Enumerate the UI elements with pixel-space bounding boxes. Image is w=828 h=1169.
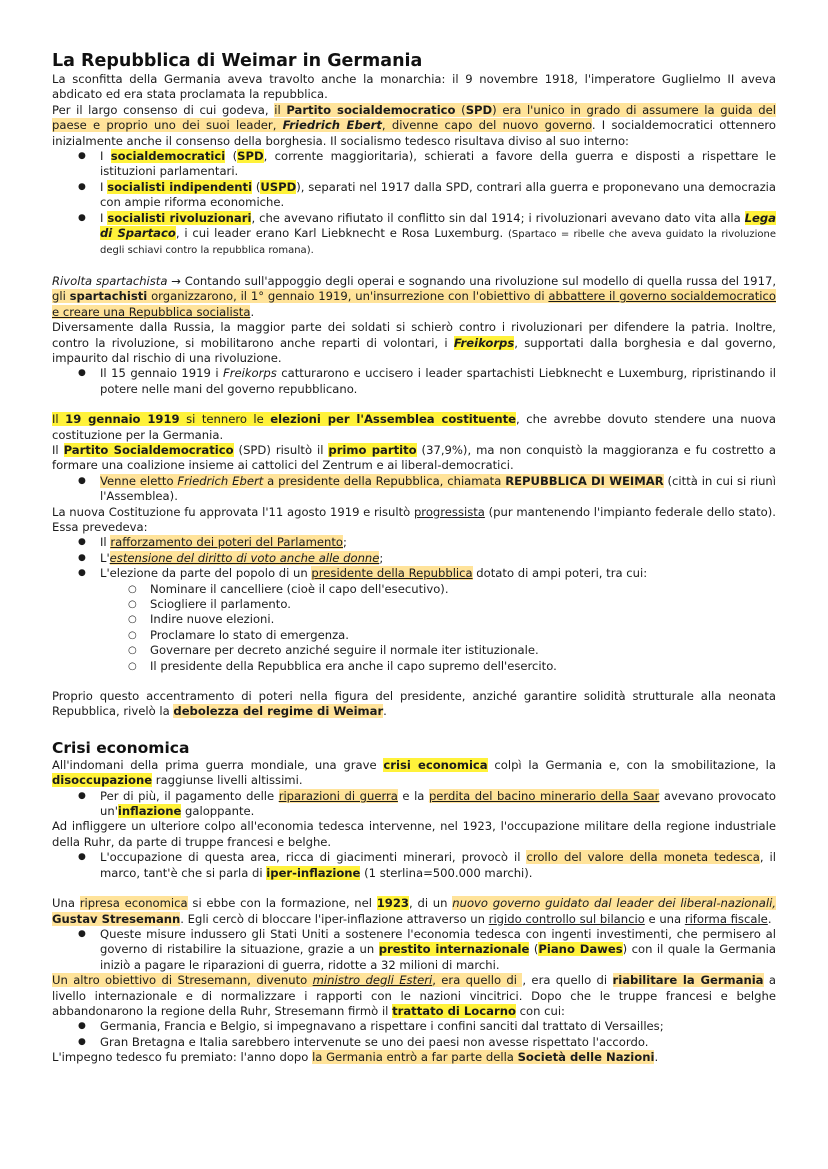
page-title: La Repubblica di Weimar in Germania	[52, 51, 423, 71]
freikorps-list	[52, 366, 776, 397]
list-item: ● I socialisti rivoluzionari, che avevano rifiutato il conflitto sin dal 1914; i rivoluzionari avevano dato vita alla Lega di Spartaco, i cui leader erano Karl Liebknecht e Rosa Luxemburg. (Spartaco = ribelle che aveva guidato la rivoluzione degli schiavi contro la repubblica romana).	[100, 211, 776, 259]
list-item: ● Germania, Francia e Belgio, si impegnavano a rispettare i confini sanciti dal trattato di Versailles;	[100, 1019, 776, 1034]
list-item: ● Il 15 gennaio 1919 i Freikorps catturarono e uccisero i leader spartachisti Liebknecht e Luxemburg, ripristinando il potere nelle mani del governo repubblicano.	[100, 366, 776, 397]
list-item: ● Per di più, il pagamento delle riparazioni di guerra e la perdita del bacino minerario della Saar avevano provocato un'inflazione galoppante.	[100, 789, 776, 820]
ruhr-list	[52, 850, 776, 881]
paragraph-recovery: Una ripresa economica si ebbe con la formazione, nel 1923, di un nuovo governo guidato dal leader dei liberal-nazionali, Gustav Stresemann. Egli cercò di bloccare l'iper-inflazione attraverso un rigido controllo sul bilancio e una riforma fiscale.	[52, 896, 776, 926]
list-item: ● Venne eletto Friedrich Ebert a presidente della Repubblica, chiamata REPUBBLICA DI WEIMAR (città in cui si riunì l'Assemblea).	[100, 474, 776, 505]
locarno-list	[52, 1019, 776, 1050]
list-item: ○ Sciogliere il parlamento.	[150, 597, 776, 612]
paragraph-first-party: Il Partito Socialdemocratico (SPD) risultò il primo partito (37,9%), ma non conquistò la maggioranza e fu costretto a formare una coalizione insieme ai cattolici del Zentrum e ai liberal-democratici.	[52, 442, 777, 473]
paragraph-spd: Per il largo consenso di cui godeva, il Partito socialdemocratico (SPD) era l'unico in grado di assumere la guida del paese e proprio uno dei suoi leader, Friedrich Ebert, divenne capo del nuovo governo. I socialdemocratici ottennero inizialmente anche il consenso della borghesia. Il socialismo tedesco risultava diviso al suo interno:	[52, 102, 776, 148]
list-item: ● L'estensione del diritto di voto anche alle donne;	[100, 551, 776, 566]
paragraph-elections: Il 19 gennaio 1919 si tennero le elezioni per l'Assemblea costituente, che avrebbe dovuto stendere una nuova costituzione per la Germania.	[52, 412, 776, 442]
list-item: ● Gran Bretagna e Italia sarebbero intervenute se uno dei paesi non avesse rispettato l'accordo.	[100, 1035, 776, 1050]
section-heading-economic-crisis: Crisi economica	[52, 738, 190, 757]
ebert-list	[52, 474, 776, 505]
list-item: ○ Indire nuove elezioni.	[150, 612, 776, 627]
list-item: ● Queste misure indussero gli Stati Uniti a sostenere l'economia tedesca con ingenti investimenti, che permisero al governo di ristabilire la situazione, grazie a un prestito internazionale (Piano Dawes) con il quale la Germania iniziò a pagare le riparazioni di guerra, ridotte a 32 milioni di marchi.	[100, 927, 776, 973]
paragraph-constitution: La nuova Costituzione fu approvata l'11 agosto 1919 e risultò progressista (pur mantenendo l'impianto federale dello stato). Essa prevedeva:	[52, 504, 776, 534]
list-item: ○ Governare per decreto anziché seguire il normale iter istituzionale.	[150, 643, 776, 658]
list-item: ○ Nominare il cancelliere (cioè il capo dell'esecutivo).	[150, 582, 776, 597]
list-item: ● L'elezione da parte del popolo di un presidente della Repubblica dotato di ampi poteri, tra cui: ○ Nominare il cancelliere (cioè il capo dell'esecutivo). ○ Sciogliere il parlamento. ○ Indire nuove elezioni. ○ Proclamare lo stato di emergenza. ○ Governare per decreto anziché seguire il normale iter istituzionale. ○ Il presidente della Repubblica era anche il capo supremo dell'esercito.	[100, 566, 776, 674]
president-powers-list	[100, 582, 776, 674]
paragraph-spartacist-revolt: Rivolta spartachista → Contando sull'appoggio degli operai e sognando una rivoluzione sul modello di quella russa del 1917, gli spartachisti organizzarono, il 1° gennaio 1919, un'insurrezione con l'obiettivo di abbattere il governo socialdemocratico e creare una Repubblica socialista.	[52, 273, 777, 319]
list-item: ○ Il presidente della Repubblica era anche il capo supremo dell'esercito.	[150, 659, 776, 674]
paragraph-ruhr: Ad infliggere un ulteriore colpo all'economia tedesca intervenne, nel 1923, l'occupazione militare della regione industriale della Ruhr, da parte di truppe francesi e belghe.	[52, 819, 776, 849]
paragraph-weakness: Proprio questo accentramento di poteri nella figura del presidente, anziché garantire solidità strutturale alla neonata Repubblica, rivelò la debolezza del regime di Weimar.	[52, 689, 776, 719]
list-item: ○ Proclamare lo stato di emergenza.	[150, 628, 776, 643]
list-item: ● I socialisti indipendenti (USPD), separati nel 1917 dalla SPD, contrari alla guerra e proponevano una democrazia con ampie riforma economiche.	[100, 180, 776, 211]
paragraph-league-of-nations: L'impegno tedesco fu premiato: l'anno dopo la Germania entrò a far parte della Società delle Nazioni.	[52, 1050, 659, 1065]
dawes-list	[52, 927, 776, 973]
constitution-list	[52, 535, 776, 674]
paragraph-locarno: Un altro obiettivo di Stresemann, divenuto ministro degli Esteri, era quello di , era quello di riabilitare la Germania a livello internazionale e di normalizzare i rapporti con le nazioni vincitrici. Dopo che le truppe francesi e belghe abbandonarono la regione della Ruhr, Stresemann firmò il trattato di Locarno con cui:	[52, 973, 776, 1018]
paragraph-crisis: All'indomani della prima guerra mondiale, una grave crisi economica colpì la Germania e, con la smobilitazione, la disoccupazione raggiunse livelli altissimi.	[52, 757, 776, 788]
paragraph-monarchy: La sconfitta della Germania aveva travolto anche la monarchia: il 9 novembre 1918, l'imperatore Guglielmo II aveva abdicato ed era stata proclamata la repubblica.	[52, 72, 776, 102]
inflation-list	[52, 789, 776, 820]
list-item: ● Il rafforzamento dei poteri del Parlamento;	[100, 535, 776, 550]
factions-list	[52, 149, 776, 259]
paragraph-freikorps: Diversamente dalla Russia, la maggior parte dei soldati si schierò contro i rivoluzionari per difendere la patria. Inoltre, contro la rivoluzione, si mobilitarono anche reparti di volontari, i Freikorps, supportati dalla borghesia e dal governo, impaurito dal rischio di una rivoluzione.	[52, 320, 776, 365]
list-item: ● L'occupazione di questa area, ricca di giacimenti minerari, provocò il crollo del valore della moneta tedesca, il marco, tant'è che si parla di iper-inflazione (1 sterlina=500.000 marchi).	[100, 850, 776, 881]
list-item: ● I socialdemocratici (SPD, corrente maggioritaria), schierati a favore della guerra e disposti a rispettare le istituzioni parlamentari.	[100, 149, 776, 180]
